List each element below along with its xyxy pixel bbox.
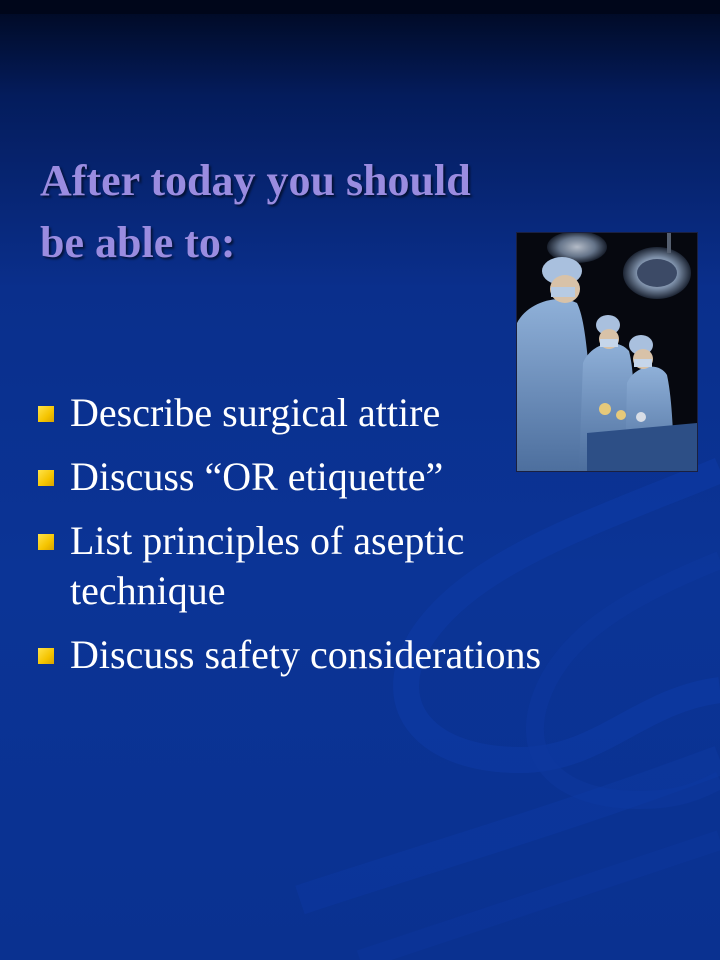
slide-title: After today you should be able to: [40, 156, 471, 267]
list-item [36, 388, 676, 438]
list-item-text: Describe surgical attire [70, 390, 441, 435]
bullet-square-icon [38, 406, 54, 422]
list-item [36, 630, 676, 680]
bullet-square-icon [38, 470, 54, 486]
list-item [36, 452, 676, 502]
list-item-text: Discuss “OR etiquette” [70, 454, 444, 499]
list-item-text: List principles of aseptic technique [70, 518, 465, 613]
bullet-square-icon [38, 534, 54, 550]
objectives-list [36, 388, 676, 694]
list-item-text: Discuss safety considerations [70, 632, 542, 677]
bullet-square-icon [38, 648, 54, 664]
list-item [36, 516, 676, 616]
